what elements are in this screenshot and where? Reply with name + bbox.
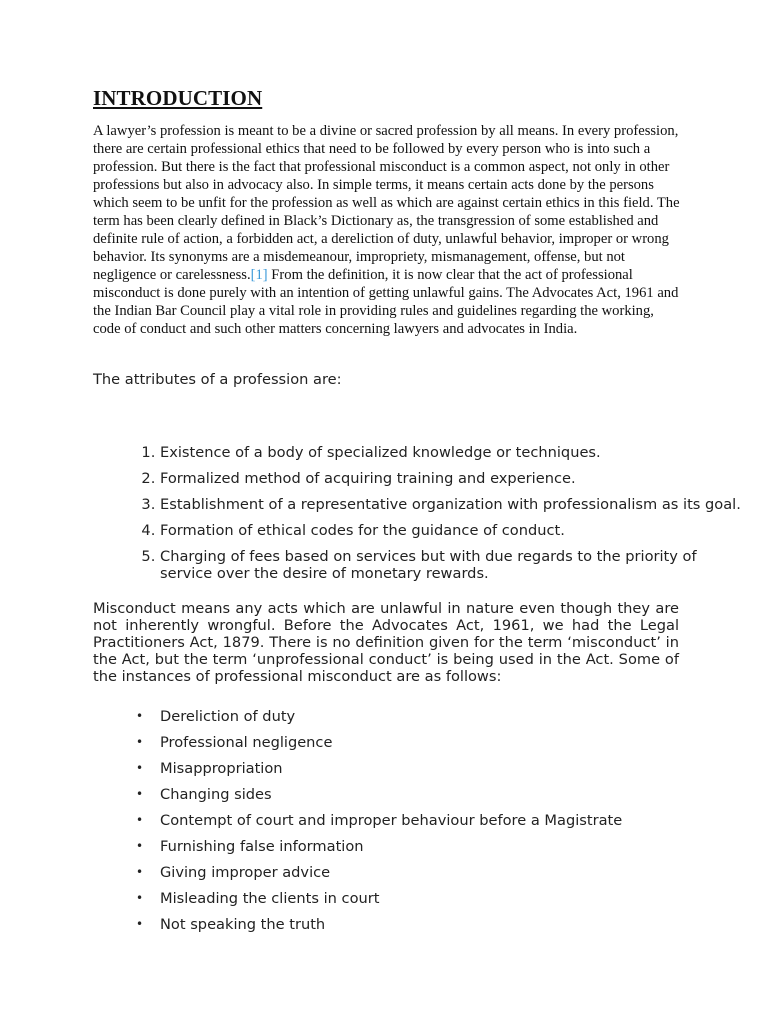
instance-item — [136, 916, 746, 933]
bullet-icon: • — [136, 787, 144, 801]
attribute-item: 1. Existence of a body of specialized knowledge or techniques. — [160, 444, 746, 461]
instance-text: Misleading the clients in court — [160, 890, 380, 907]
instance-text: Furnishing false information — [160, 838, 364, 855]
bullet-icon: • — [136, 865, 144, 879]
instance-item — [136, 708, 746, 725]
attribute-item: 5. Charging of fees based on services but with due regards to the priority of service over the desire of monetary rewards. — [160, 548, 746, 582]
bullet-icon: • — [136, 917, 144, 931]
bullet-icon: • — [136, 735, 144, 749]
instance-text: Misappropriation — [160, 760, 283, 777]
misconduct-instances-list — [93, 708, 746, 942]
attributes-intro: The attributes of a profession are: — [93, 371, 342, 388]
intro-paragraph — [93, 122, 683, 338]
attribute-item: 2. Formalized method of acquiring training and experience. — [160, 470, 746, 487]
instance-text: Professional negligence — [160, 734, 333, 751]
instance-item — [136, 760, 746, 777]
misconduct-paragraph: Misconduct means any acts which are unlawful in nature even though they are not inherently wrongful. Before the Advocates Act, 1961, we had the Legal Practitioners Act, 1879. There is no definition given for the term ‘misconduct’ in the Act, but the term ‘unprofessional conduct’ is being used in the Act. Some of the instances of professional misconduct are as follows: — [93, 600, 679, 685]
instance-text: Not speaking the truth — [160, 916, 326, 933]
bullet-icon: • — [136, 891, 144, 905]
instance-item — [136, 838, 746, 855]
instance-text: Changing sides — [160, 786, 272, 803]
bullet-icon: • — [136, 761, 144, 775]
intro-text-part2: From the definition, it is now clear that the act of professional misconduct is done purely with an intention of getting unlawful gains. The Advocates Act, 1961 and the Indian Bar Council play a vital role in providing rules and guidelines regarding the working, code of conduct and such other matters concerning lawyers and advocates in India. — [93, 267, 679, 337]
footnote-reference-link[interactable]: [1] — [250, 267, 268, 283]
bullet-icon: • — [136, 813, 144, 827]
instance-item — [136, 864, 746, 881]
bullet-icon: • — [136, 839, 144, 853]
attribute-item: 3. Establishment of a representative organization with professionalism as its goal. — [160, 496, 746, 513]
intro-text-part1: A lawyer’s profession is meant to be a divine or sacred profession by all means. In every profession, there are certain professional ethics that need to be followed by every person who is into such a profession. But there is the fact that professional misconduct is a common aspect, not only in other professions but also in advocacy also. In simple terms, it means certain acts done by the persons which seem to be unfit for the profession as well as which are against certain ethics in this field. The term has been clearly defined in Black’s Dictionary as, the transgression of some established and definite rule of action, a forbidden act, a dereliction of duty, unlawful behavior, improper or wrong behavior. Its synonyms are a misdemeanour, impropriety, mismanagement, offense, but not negligence or carelessness. — [93, 123, 680, 283]
attributes-list — [93, 444, 746, 591]
instance-item — [136, 890, 746, 907]
attribute-item: 4. Formation of ethical codes for the guidance of conduct. — [160, 522, 746, 539]
document-heading: INTRODUCTION — [93, 86, 263, 110]
instance-item — [136, 786, 746, 803]
instance-item — [136, 812, 746, 829]
instance-item — [136, 734, 746, 751]
instance-text: Giving improper advice — [160, 864, 331, 881]
instance-text: Dereliction of duty — [160, 708, 296, 725]
instance-text: Contempt of court and improper behaviour before a Magistrate — [160, 812, 623, 829]
bullet-icon: • — [136, 709, 144, 723]
